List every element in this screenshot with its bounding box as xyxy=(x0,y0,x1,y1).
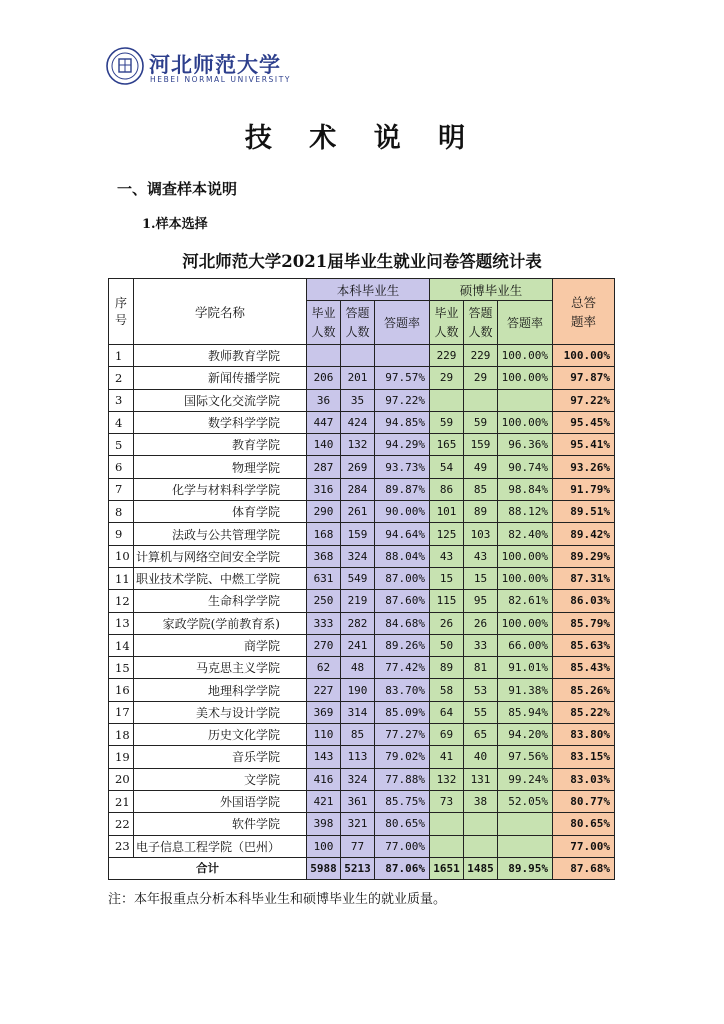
cell-u-a: 201 xyxy=(341,367,375,389)
cell-name: 职业技术学院、中燃工学院 xyxy=(134,567,307,589)
table-row xyxy=(109,724,615,746)
cell-name: 化学与材料科学学院 xyxy=(134,478,307,500)
cell-t: 77.00% xyxy=(553,835,615,857)
cell-t: 83.15% xyxy=(553,746,615,768)
cell-p-g: 132 xyxy=(430,768,464,790)
cell-name: 电子信息工程学院（巴州） xyxy=(134,835,307,857)
cell-p-g: 69 xyxy=(430,724,464,746)
header-undergrad-grads: 毕业 人数 xyxy=(307,301,341,345)
cell-p-r xyxy=(498,835,553,857)
cell-t: 97.87% xyxy=(553,367,615,389)
cell-no: 4 xyxy=(109,411,134,433)
cell-p-r xyxy=(498,813,553,835)
table-row xyxy=(109,345,615,367)
cell-p-r: 94.20% xyxy=(498,724,553,746)
cell-p-g: 86 xyxy=(430,478,464,500)
cell-no: 17 xyxy=(109,701,134,723)
footnote: 注：本年报重点分析本科毕业生和硕博毕业生的就业质量。 xyxy=(108,892,447,907)
cell-u-a: 321 xyxy=(341,813,375,835)
cell-u-g: 110 xyxy=(307,724,341,746)
table-row xyxy=(109,790,615,812)
cell-u-a: 324 xyxy=(341,768,375,790)
table-row xyxy=(109,768,615,790)
table-row xyxy=(109,701,615,723)
cell-t: 85.63% xyxy=(553,634,615,656)
cell-p-g: 54 xyxy=(430,456,464,478)
cell-p-g: 58 xyxy=(430,679,464,701)
table-row xyxy=(109,545,615,567)
cell-no: 7 xyxy=(109,478,134,500)
cell-u-a: 241 xyxy=(341,634,375,656)
cell-p-a: 59 xyxy=(464,411,498,433)
cell-p-a xyxy=(464,835,498,857)
logo-english-name: HEBEI NORMAL UNIVERSITY xyxy=(150,75,292,84)
cell-no: 5 xyxy=(109,434,134,456)
cell-p-r: 100.00% xyxy=(498,567,553,589)
cell-u-g: 62 xyxy=(307,657,341,679)
cell-no: 15 xyxy=(109,657,134,679)
cell-p-g: 64 xyxy=(430,701,464,723)
cell-name: 法政与公共管理学院 xyxy=(134,523,307,545)
cell-u-r: 94.85% xyxy=(375,411,430,433)
cell-u-g: 398 xyxy=(307,813,341,835)
table-row xyxy=(109,367,615,389)
header-index: 序 号 xyxy=(109,279,134,345)
cell-p-a: 81 xyxy=(464,657,498,679)
cell-p-r: 98.84% xyxy=(498,478,553,500)
total-t: 87.68% xyxy=(553,857,615,879)
header-postgrad-grads: 毕业 人数 xyxy=(430,301,464,345)
cell-u-r: 97.22% xyxy=(375,389,430,411)
cell-t: 85.43% xyxy=(553,657,615,679)
cell-t: 80.77% xyxy=(553,790,615,812)
cell-p-a: 89 xyxy=(464,501,498,523)
cell-t: 100.00% xyxy=(553,345,615,367)
cell-p-a: 95 xyxy=(464,590,498,612)
cell-name: 新闻传播学院 xyxy=(134,367,307,389)
cell-p-r: 66.00% xyxy=(498,634,553,656)
cell-no: 16 xyxy=(109,679,134,701)
cell-name: 软件学院 xyxy=(134,813,307,835)
cell-u-a: 424 xyxy=(341,411,375,433)
cell-u-g: 421 xyxy=(307,790,341,812)
cell-no: 9 xyxy=(109,523,134,545)
cell-name: 家政学院(学前教育系) xyxy=(134,612,307,634)
cell-p-g: 59 xyxy=(430,411,464,433)
cell-u-r: 89.87% xyxy=(375,478,430,500)
cell-u-g: 250 xyxy=(307,590,341,612)
cell-p-g: 229 xyxy=(430,345,464,367)
cell-u-r: 77.27% xyxy=(375,724,430,746)
cell-u-a: 219 xyxy=(341,590,375,612)
cell-t: 80.65% xyxy=(553,813,615,835)
header-postgrad: 硕博毕业生 xyxy=(430,279,553,301)
cell-u-g: 447 xyxy=(307,411,341,433)
cell-no: 6 xyxy=(109,456,134,478)
cell-u-g: 290 xyxy=(307,501,341,523)
cell-p-r: 100.00% xyxy=(498,345,553,367)
cell-u-g: 287 xyxy=(307,456,341,478)
cell-name: 美术与设计学院 xyxy=(134,701,307,723)
cell-u-a: 314 xyxy=(341,701,375,723)
cell-p-r: 97.56% xyxy=(498,746,553,768)
cell-u-g: 36 xyxy=(307,389,341,411)
cell-no: 1 xyxy=(109,345,134,367)
cell-u-r: 90.00% xyxy=(375,501,430,523)
cell-t: 89.51% xyxy=(553,501,615,523)
cell-no: 8 xyxy=(109,501,134,523)
table-row xyxy=(109,523,615,545)
cell-t: 95.45% xyxy=(553,411,615,433)
cell-u-a: 132 xyxy=(341,434,375,456)
cell-name: 马克思主义学院 xyxy=(134,657,307,679)
table-row xyxy=(109,835,615,857)
cell-u-r: 87.60% xyxy=(375,590,430,612)
cell-p-a: 55 xyxy=(464,701,498,723)
cell-p-r: 96.36% xyxy=(498,434,553,456)
university-logo xyxy=(106,47,292,89)
cell-no: 3 xyxy=(109,389,134,411)
table-row xyxy=(109,679,615,701)
cell-p-a: 65 xyxy=(464,724,498,746)
cell-u-a: 324 xyxy=(341,545,375,567)
total-u-g: 5988 xyxy=(307,857,341,879)
cell-p-a: 103 xyxy=(464,523,498,545)
cell-u-a: 361 xyxy=(341,790,375,812)
cell-name: 外国语学院 xyxy=(134,790,307,812)
cell-name: 音乐学院 xyxy=(134,746,307,768)
header-postgrad-answered: 答题 人数 xyxy=(464,301,498,345)
table-row xyxy=(109,813,615,835)
table-row xyxy=(109,657,615,679)
header-total-rate: 总答 题率 xyxy=(553,279,615,345)
table-row xyxy=(109,478,615,500)
cell-name: 教师教育学院 xyxy=(134,345,307,367)
cell-u-g: 270 xyxy=(307,634,341,656)
table-row xyxy=(109,612,615,634)
cell-t: 85.26% xyxy=(553,679,615,701)
cell-t: 91.79% xyxy=(553,478,615,500)
section-heading: 一、调查样本说明 xyxy=(117,180,238,198)
cell-p-a: 38 xyxy=(464,790,498,812)
cell-p-a: 229 xyxy=(464,345,498,367)
cell-u-a: 48 xyxy=(341,657,375,679)
cell-u-g: 143 xyxy=(307,746,341,768)
logo-chinese-name: 河北师范大学 xyxy=(149,52,281,77)
cell-t: 86.03% xyxy=(553,590,615,612)
cell-u-r: 93.73% xyxy=(375,456,430,478)
page-title: 技 术 说 明 xyxy=(244,123,480,154)
header-undergrad-answered: 答题 人数 xyxy=(341,301,375,345)
cell-u-g: 168 xyxy=(307,523,341,545)
table-row xyxy=(109,434,615,456)
table-row xyxy=(109,389,615,411)
cell-p-a: 53 xyxy=(464,679,498,701)
cell-no: 12 xyxy=(109,590,134,612)
cell-u-a: 190 xyxy=(341,679,375,701)
cell-u-r: 85.75% xyxy=(375,790,430,812)
cell-p-r: 82.61% xyxy=(498,590,553,612)
cell-p-r: 91.01% xyxy=(498,657,553,679)
cell-u-a: 113 xyxy=(341,746,375,768)
cell-name: 历史文化学院 xyxy=(134,724,307,746)
total-p-g: 1651 xyxy=(430,857,464,879)
table-row xyxy=(109,590,615,612)
cell-p-g: 89 xyxy=(430,657,464,679)
cell-no: 2 xyxy=(109,367,134,389)
cell-p-g: 29 xyxy=(430,367,464,389)
total-u-r: 87.06% xyxy=(375,857,430,879)
header-postgrad-rate: 答题率 xyxy=(498,301,553,345)
cell-p-g: 43 xyxy=(430,545,464,567)
cell-p-a: 29 xyxy=(464,367,498,389)
cell-name: 体育学院 xyxy=(134,501,307,523)
table-row xyxy=(109,501,615,523)
cell-no: 11 xyxy=(109,567,134,589)
cell-p-g: 73 xyxy=(430,790,464,812)
cell-u-a: 261 xyxy=(341,501,375,523)
cell-u-g: 631 xyxy=(307,567,341,589)
response-statistics-table xyxy=(108,278,615,880)
cell-u-r: 80.65% xyxy=(375,813,430,835)
total-p-r: 89.95% xyxy=(498,857,553,879)
cell-name: 物理学院 xyxy=(134,456,307,478)
cell-no: 22 xyxy=(109,813,134,835)
cell-p-g: 50 xyxy=(430,634,464,656)
cell-p-g: 41 xyxy=(430,746,464,768)
cell-p-g: 101 xyxy=(430,501,464,523)
cell-u-a: 282 xyxy=(341,612,375,634)
cell-u-r: 77.42% xyxy=(375,657,430,679)
cell-t: 83.80% xyxy=(553,724,615,746)
cell-u-g xyxy=(307,345,341,367)
cell-name: 国际文化交流学院 xyxy=(134,389,307,411)
header-undergrad-rate: 答题率 xyxy=(375,301,430,345)
table-row xyxy=(109,411,615,433)
cell-u-r: 77.88% xyxy=(375,768,430,790)
cell-p-g xyxy=(430,813,464,835)
cell-u-r: 84.68% xyxy=(375,612,430,634)
total-u-a: 5213 xyxy=(341,857,375,879)
total-row xyxy=(109,857,615,879)
cell-u-a xyxy=(341,345,375,367)
cell-p-r xyxy=(498,389,553,411)
cell-p-g: 165 xyxy=(430,434,464,456)
table-row xyxy=(109,567,615,589)
cell-u-g: 140 xyxy=(307,434,341,456)
cell-u-r: 85.09% xyxy=(375,701,430,723)
cell-p-r: 99.24% xyxy=(498,768,553,790)
cell-u-a: 549 xyxy=(341,567,375,589)
cell-t: 95.41% xyxy=(553,434,615,456)
cell-t: 89.42% xyxy=(553,523,615,545)
total-p-a: 1485 xyxy=(464,857,498,879)
table-row xyxy=(109,746,615,768)
cell-u-a: 85 xyxy=(341,724,375,746)
cell-p-a: 40 xyxy=(464,746,498,768)
cell-p-r: 82.40% xyxy=(498,523,553,545)
cell-name: 商学院 xyxy=(134,634,307,656)
cell-p-a: 159 xyxy=(464,434,498,456)
cell-u-g: 227 xyxy=(307,679,341,701)
cell-p-g: 26 xyxy=(430,612,464,634)
cell-p-r: 91.38% xyxy=(498,679,553,701)
cell-u-g: 333 xyxy=(307,612,341,634)
header-college: 学院名称 xyxy=(134,279,307,345)
cell-p-a: 43 xyxy=(464,545,498,567)
cell-p-r: 100.00% xyxy=(498,612,553,634)
cell-no: 19 xyxy=(109,746,134,768)
cell-t: 85.79% xyxy=(553,612,615,634)
cell-u-r: 83.70% xyxy=(375,679,430,701)
cell-t: 83.03% xyxy=(553,768,615,790)
cell-p-a xyxy=(464,813,498,835)
cell-u-g: 100 xyxy=(307,835,341,857)
cell-p-a: 33 xyxy=(464,634,498,656)
cell-t: 87.31% xyxy=(553,567,615,589)
cell-no: 23 xyxy=(109,835,134,857)
cell-p-g xyxy=(430,835,464,857)
cell-u-a: 284 xyxy=(341,478,375,500)
total-label: 合计 xyxy=(109,857,307,879)
table-title: 河北师范大学2021届毕业生就业问卷答题统计表 xyxy=(182,252,542,271)
cell-t: 93.26% xyxy=(553,456,615,478)
cell-no: 18 xyxy=(109,724,134,746)
cell-name: 文学院 xyxy=(134,768,307,790)
cell-p-r: 100.00% xyxy=(498,545,553,567)
cell-p-a: 131 xyxy=(464,768,498,790)
table-row xyxy=(109,456,615,478)
cell-name: 教育学院 xyxy=(134,434,307,456)
header-undergrad: 本科毕业生 xyxy=(307,279,430,301)
cell-name: 数学科学学院 xyxy=(134,411,307,433)
cell-p-r: 52.05% xyxy=(498,790,553,812)
university-seal-icon xyxy=(106,47,144,85)
cell-no: 10 xyxy=(109,545,134,567)
cell-p-a: 15 xyxy=(464,567,498,589)
cell-name: 计算机与网络空间安全学院 xyxy=(134,545,307,567)
cell-no: 13 xyxy=(109,612,134,634)
cell-t: 89.29% xyxy=(553,545,615,567)
cell-no: 20 xyxy=(109,768,134,790)
cell-u-r: 94.64% xyxy=(375,523,430,545)
cell-name: 地理科学学院 xyxy=(134,679,307,701)
cell-p-a: 85 xyxy=(464,478,498,500)
cell-p-g xyxy=(430,389,464,411)
cell-u-g: 368 xyxy=(307,545,341,567)
cell-name: 生命科学学院 xyxy=(134,590,307,612)
cell-u-r xyxy=(375,345,430,367)
cell-u-r: 87.00% xyxy=(375,567,430,589)
cell-p-g: 115 xyxy=(430,590,464,612)
cell-u-a: 269 xyxy=(341,456,375,478)
cell-p-a xyxy=(464,389,498,411)
cell-t: 97.22% xyxy=(553,389,615,411)
cell-p-r: 100.00% xyxy=(498,411,553,433)
cell-u-r: 94.29% xyxy=(375,434,430,456)
cell-p-r: 85.94% xyxy=(498,701,553,723)
cell-u-g: 416 xyxy=(307,768,341,790)
cell-no: 21 xyxy=(109,790,134,812)
cell-p-r: 88.12% xyxy=(498,501,553,523)
table-row xyxy=(109,634,615,656)
cell-u-g: 369 xyxy=(307,701,341,723)
cell-u-a: 77 xyxy=(341,835,375,857)
cell-u-g: 206 xyxy=(307,367,341,389)
cell-u-a: 159 xyxy=(341,523,375,545)
cell-p-a: 49 xyxy=(464,456,498,478)
cell-u-r: 77.00% xyxy=(375,835,430,857)
cell-u-r: 88.04% xyxy=(375,545,430,567)
subsection-heading: 1.样本选择 xyxy=(142,217,208,232)
cell-p-r: 90.74% xyxy=(498,456,553,478)
cell-u-r: 97.57% xyxy=(375,367,430,389)
cell-u-r: 79.02% xyxy=(375,746,430,768)
cell-p-g: 15 xyxy=(430,567,464,589)
cell-no: 14 xyxy=(109,634,134,656)
cell-p-g: 125 xyxy=(430,523,464,545)
cell-u-g: 316 xyxy=(307,478,341,500)
cell-p-r: 100.00% xyxy=(498,367,553,389)
cell-t: 85.22% xyxy=(553,701,615,723)
cell-u-a: 35 xyxy=(341,389,375,411)
cell-u-r: 89.26% xyxy=(375,634,430,656)
cell-p-a: 26 xyxy=(464,612,498,634)
